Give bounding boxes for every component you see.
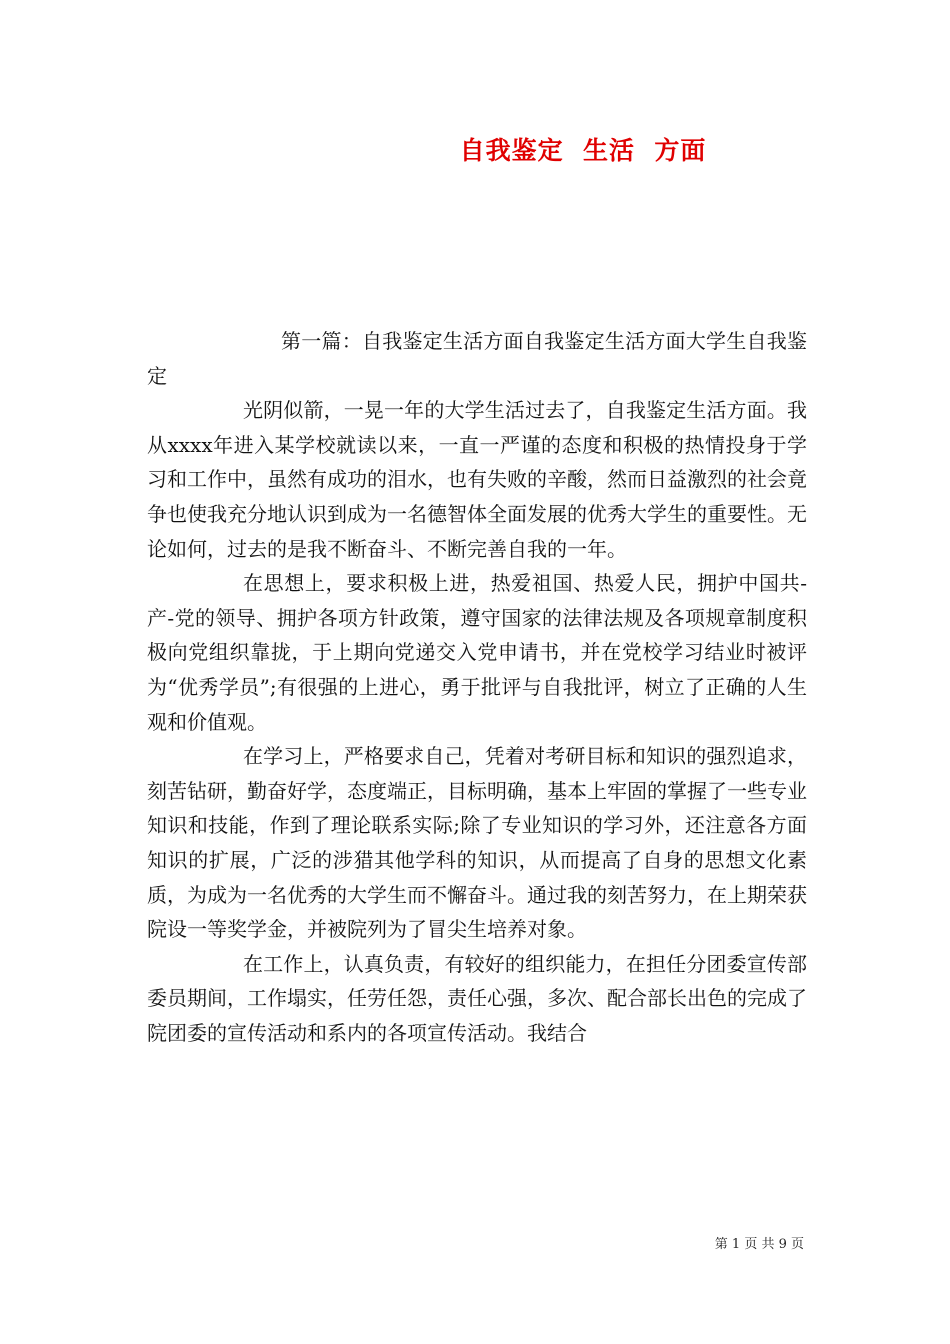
page-title: 自我鉴定 生活 方面: [459, 136, 707, 165]
section-heading: 第一篇：自我鉴定生活方面自我鉴定生活方面大学生自我鉴定: [147, 329, 807, 388]
document-body: [147, 324, 807, 1050]
paragraph: 在工作上，认真负责，有较好的组织能力，在担任分团委宣传部委员期间，工作塌实，任劳任怨，责任心强，多次、配合部长出色的完成了院团委的宣传活动和系内的各项宣传活动。我结合: [147, 951, 807, 1045]
page-number: 第 1 页 共 9 页: [714, 1237, 804, 1252]
paragraph: 在学习上，严格要求自己，凭着对考研目标和知识的强烈追求，刻苦钻研，勤奋好学，态度端正，目标明确，基本上牢固的掌握了一些专业知识和技能，作到了理论联系实际;除了专业知识的学习外，还注意各方面知识的扩展，广泛的涉猎其他学科的知识，从而提高了自身的思想文化素质，为成为一名优秀的大学生而不懈奋斗。通过我的刻苦努力，在上期荣获院设一等奖学金，并被院列为了冒尖生培养对象。: [147, 744, 807, 942]
paragraph: 光阴似箭，一晃一年的大学生活过去了，自我鉴定生活方面。我从xxxx年进入某学校就读以来，一直一严谨的态度和积极的热情投身于学习和工作中，虽然有成功的泪水，也有失败的辛酸，然而日益激烈的社会竟争也使我充分地认识到成为一名德智体全面发展的优秀大学生的重要性。无论如何，过去的是我不断奋斗、不断完善自我的一年。: [147, 398, 807, 561]
paragraph: 在思想上，要求积极上进，热爱祖国、热爱人民，拥护中国共-产-党的领导、拥护各项方针政策，遵守国家的法律法规及各项规章制度积极向党组织靠拢，于上期向党递交入党申请书，并在党校学习结业时被评为“优秀学员”;有很强的上进心，勇于批评与自我批评，树立了正确的人生观和价值观。: [147, 571, 807, 734]
